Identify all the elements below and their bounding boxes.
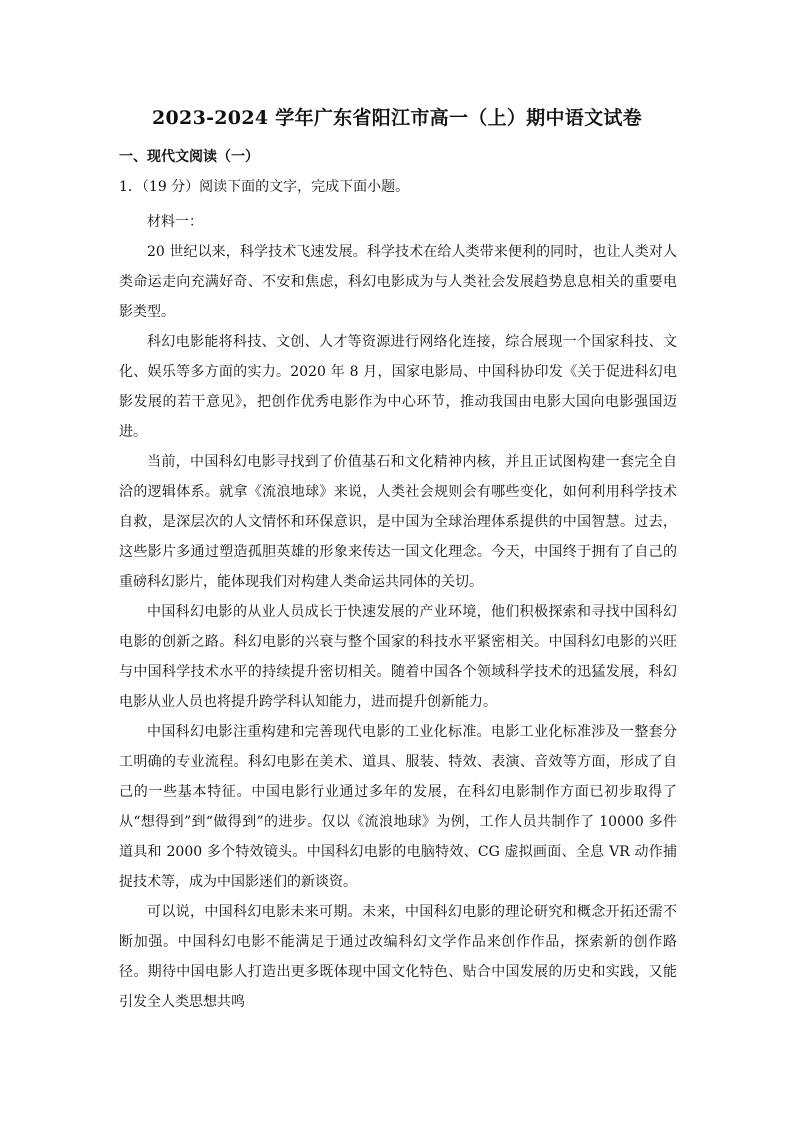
material-label: 材料一： [147, 214, 203, 230]
exam-title: 2023-2024 学年广东省阳江市高一（上）期中语文试卷 [152, 107, 642, 129]
reading-passage [119, 207, 677, 1017]
paragraph-5: 中国科幻电影注重构建和完善现代电影的工业化标准。电影工业化标准涉及一整套分工明确的专业流程。科幻电影在美术、道具、服装、特效、表演、音效等方面，形成了自己的一些基本特征。中国电影行业通过多年的发展，在科幻电影制作方面已初步取得了从“想得到”到“做得到”的进步。仅以《流浪地球》为例，工作人员共制作了 10000 多件道具和 2000 多个特效镜头。中国科幻电影的电脑特效、CG 虚拟画面、全息 VR 动作捕捉技术等，成为中国影迷们的新谈资。 [119, 724, 677, 890]
paragraph-1: 20 世纪以来，科学技术飞速发展。科学技术在给人类带来便利的同时，也让人类对人类命运走向充满好奇、不安和焦虑，科幻电影成为与人类社会发展趋势息息相关的重要电影类型。 [119, 244, 677, 320]
paragraph-2: 科幻电影能将科技、文创、人才等资源进行网络化连接，综合展现一个国家科技、文化、娱乐等多方面的实力。2020 年 8 月，国家电影局、中国科协印发《关于促进科幻电影发展的若干意见》，把创作优秀电影作为中心环节，推动我国由电影大国向电影强国迈进。 [119, 334, 677, 440]
paragraph-4: 中国科幻电影的从业人员成长于快速发展的产业环境，他们积极探索和寻找中国科幻电影的创新之路。科幻电影的兴衰与整个国家的科技水平紧密相关。中国科幻电影的兴旺与中国科学技术水平的持续提升密切相关。随着中国各个领域科学技术的迅猛发展，科幻电影从业人员也将提升跨学科认知能力，进而提升创新能力。 [119, 604, 677, 710]
paragraph-6: 可以说，中国科幻电影未来可期。未来，中国科幻电影的理论研究和概念开拓还需不断加强。中国科幻电影不能满足于通过改编科幻文学作品来创作作品，探索新的创作路径。期待中国电影人打造出更多既体现中国文化特色、贴合中国发展的历史和实践，又能引发全人类思想共鸣 [119, 904, 677, 1010]
section-heading: 一、现代文阅读（一） [119, 149, 259, 165]
question-prompt: 1．（19 分）阅读下面的文字，完成下面小题。 [119, 179, 410, 195]
paragraph-3: 当前，中国科幻电影寻找到了价值基石和文化精神内核，并且正试图构建一套完全自洽的逻辑体系。就拿《流浪地球》来说，人类社会规则会有哪些变化，如何利用科学技术自救，是深层次的人文情怀和环保意识，是中国为全球治理体系提供的中国智慧。过去，这些影片多通过塑造孤胆英雄的形象来传达一国文化理念。今天，中国终于拥有了自己的重磅科幻影片，能体现我们对构建人类命运共同体的关切。 [119, 454, 677, 590]
